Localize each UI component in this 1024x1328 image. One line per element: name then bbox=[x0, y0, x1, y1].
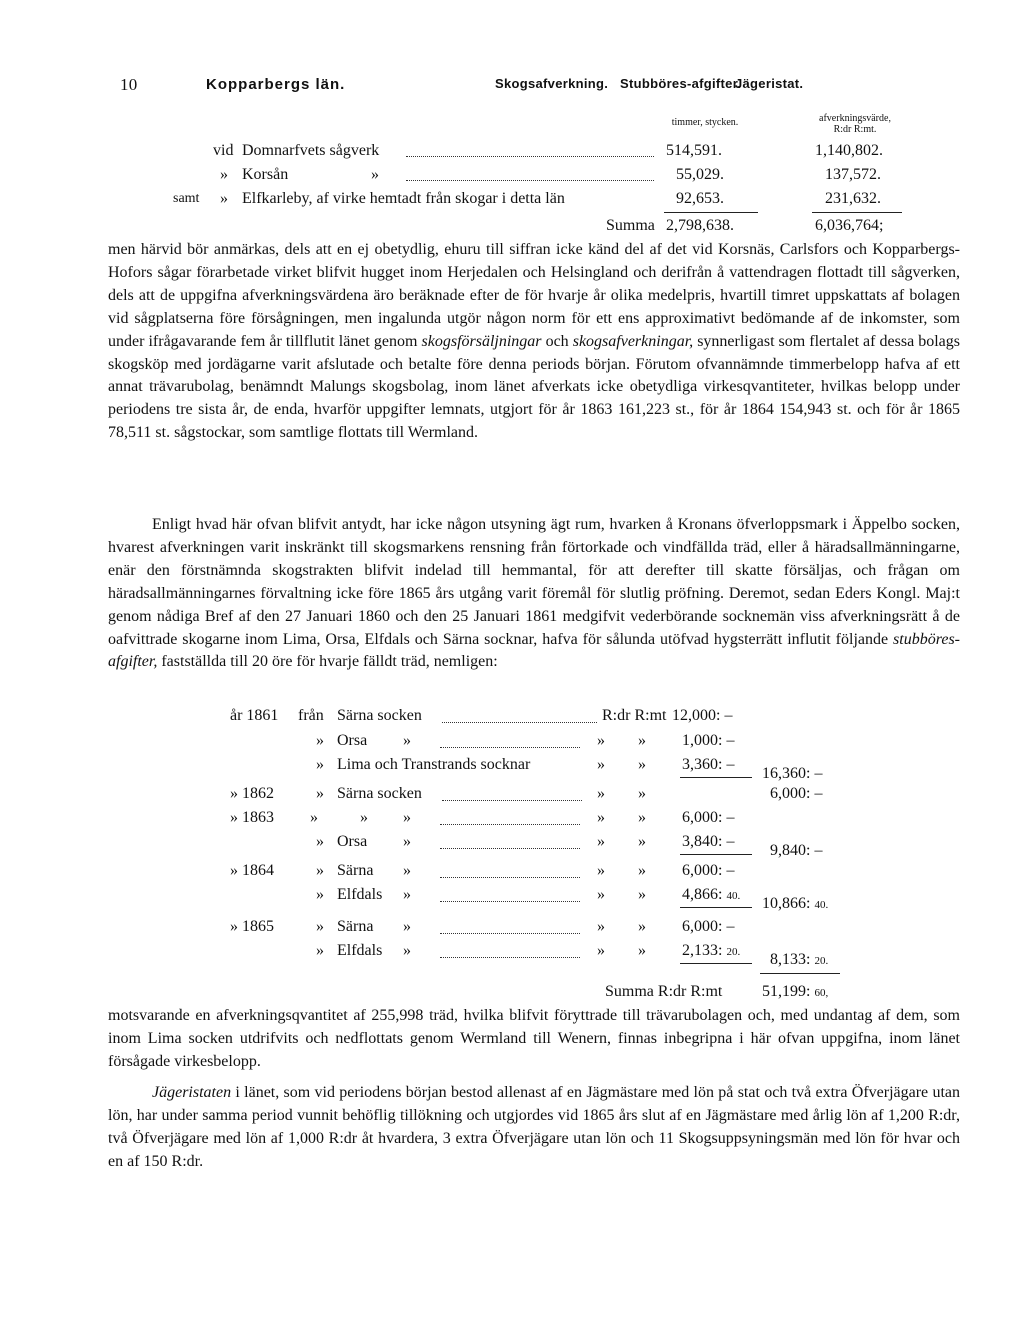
row1-timber: 514,591. bbox=[666, 142, 722, 159]
para4-italic-1: Jägeristaten bbox=[152, 1084, 232, 1101]
fee-r3-place: Lima och Transtrands socknar bbox=[337, 756, 531, 773]
fee-r10-amount-kr: 2,133: bbox=[682, 942, 723, 959]
para1-text-a: men härvid bör anmärkas, dels att en ej obetydlig, ehuru till siffran icke känd del af det vid Korsnäs, Carlsfors och Kopparbergs-Hofors sågar förarbetade virket blifvit hugget inom Herjedalen och Helsingland och derifrån å vattendragen flottadt till sågverken, dels att de uppgifna afverkningsvärdena äro beräknade efter de för hvarje år olika medelpris, hvartill timret uppskattats af bolagen vid sågplatserna före försågningen, men ingalunda utgör någon norm för ett ens approximativt bedömande af de inkomster, som under ifrågavarande fem år tillflutit länet genom bbox=[108, 241, 960, 350]
fee-r6-ditto: » bbox=[316, 833, 324, 850]
fee-r5-year: » 1863 bbox=[230, 809, 274, 826]
para2-text-b: fastställda till 20 öre för hvarje fälldt träd, nemligen: bbox=[157, 653, 498, 671]
fee-r10-ditto2: » bbox=[403, 942, 411, 959]
fee-r1-year: år 1861 bbox=[230, 707, 279, 724]
fee-r7-cur1: » bbox=[597, 862, 605, 879]
fee-r8-place: Elfdals bbox=[337, 886, 383, 903]
fee-r6-leader bbox=[440, 846, 580, 849]
fee-r8-subtotal bbox=[762, 894, 828, 915]
fee-r2-leader bbox=[440, 745, 580, 748]
fee-r10-ditto: » bbox=[316, 942, 324, 959]
fee-r4-ditto: » bbox=[316, 785, 324, 802]
fee-r3-ditto: » bbox=[316, 756, 324, 773]
fee-total bbox=[762, 982, 828, 1003]
fee-r8-subtotal-kr: 10,866: bbox=[762, 895, 811, 912]
para1-italic-2: skogsafverkningar, bbox=[572, 332, 694, 350]
fee-r9-ditto2: » bbox=[403, 918, 411, 935]
fee-total-kr: 51,199: bbox=[762, 983, 811, 1000]
fee-r6-cur2: » bbox=[638, 833, 646, 850]
fee-r2-amount: 1,000: – bbox=[682, 732, 735, 749]
fee-r7-year: » 1864 bbox=[230, 862, 274, 879]
fee-r9-ditto: » bbox=[316, 918, 324, 935]
row3-timber: 92,653. bbox=[676, 190, 724, 207]
sum-label: Summa bbox=[606, 217, 655, 234]
fee-r5-amount: 6,000: – bbox=[682, 809, 735, 826]
col-head-value-line2: R:dr R:mt. bbox=[833, 124, 877, 135]
fee-r4-year: » 1862 bbox=[230, 785, 274, 802]
paragraph-2 bbox=[108, 514, 960, 674]
para2-text-a: Enligt hvad här ofvan blifvit antydt, har icke någon utsyning ägt rum, hvarken å Kronans öfverloppsmark i Äppelbo socken, hvarest afverkningen varit inskränkt till skogsmarkens rensning från förtorkade och vindfällda träd, eller å häradsallmänningarne, enär den förstnämnda skogstrakten blifvit indelad till hemmantal, för att derefter till skatte försäljas, och frågan om häradsallmänningarnes förvaltning icke före 1865 års utgång varit föremål för slutlig pröfning. Deremot, sedan Eders Kongl. Maj:t genom nådiga Bref af den 27 Januari 1860 och den 25 Januari 1861 medgifvit vederbörande socknemän viss afverkningsrätt å de oafvittrade skogarne inom Lima, Orsa, Elfdals och Särna socknar, hafva för sålunda utöfvad hygsterrätt influtit följande bbox=[108, 516, 960, 648]
fee-r7-ditto: » bbox=[316, 862, 324, 879]
fee-r4-cur1: » bbox=[597, 785, 605, 802]
sum-timber: 2,798,638. bbox=[666, 217, 734, 234]
fee-r2-cur1: » bbox=[597, 732, 605, 749]
section-title-forest-staff: Jägeristat. bbox=[735, 76, 804, 91]
fee-r9-amount: 6,000: – bbox=[682, 918, 735, 935]
row3-name: Elfkarleby, af virke hemtadt från skogar i detta län bbox=[242, 190, 565, 207]
fee-r6-cur1: » bbox=[597, 833, 605, 850]
fee-r10-cur2: » bbox=[638, 942, 646, 959]
sum-value: 6,036,764; bbox=[815, 217, 884, 234]
sum-rule-value bbox=[812, 212, 902, 213]
fee-r7-cur2: » bbox=[638, 862, 646, 879]
fee-r3-cur1: » bbox=[597, 756, 605, 773]
row2-name: Korsån bbox=[242, 166, 289, 183]
fee-r6-subtotal: 9,840: – bbox=[770, 842, 823, 859]
fee-r8-cur2: » bbox=[638, 886, 646, 903]
row1-leader bbox=[406, 154, 654, 157]
fee-r5-cur1: » bbox=[597, 809, 605, 826]
fee-total-ore: 60, bbox=[814, 987, 829, 999]
fee-r3-subtotal: 16,360: – bbox=[762, 765, 823, 782]
fee-r4-place: Särna socken bbox=[337, 785, 422, 802]
fee-r9-leader bbox=[440, 931, 580, 934]
fee-r2-place: Orsa bbox=[337, 732, 368, 749]
fee-r4-cur2: » bbox=[638, 785, 646, 802]
fee-r4-leader bbox=[442, 798, 582, 801]
fee-r8-ditto2: » bbox=[403, 886, 411, 903]
fee-total-label: Summa R:dr R:mt bbox=[605, 983, 723, 1000]
fee-r10-subtotal-ore: 20. bbox=[814, 955, 829, 967]
row2-ditto: » bbox=[371, 166, 379, 183]
row1-value: 1,140,802. bbox=[815, 142, 883, 159]
fee-r5-ditto: » bbox=[310, 809, 318, 826]
row3-marker: » bbox=[220, 190, 228, 207]
fee-r3-rule bbox=[680, 777, 752, 778]
fee-r5-place: » bbox=[360, 809, 368, 826]
fee-r5-ditto2: » bbox=[403, 809, 411, 826]
fee-r8-leader bbox=[440, 899, 580, 902]
fee-r9-cur1: » bbox=[597, 918, 605, 935]
fee-r2-cur2: » bbox=[638, 732, 646, 749]
row1-name: Domnarfvets sågverk bbox=[242, 142, 380, 159]
fee-r2-ditto: » bbox=[316, 732, 324, 749]
fee-r8-subtotal-ore: 40. bbox=[814, 899, 829, 911]
para1-text-b: och bbox=[541, 332, 573, 350]
row3-prefix: samt bbox=[173, 191, 200, 206]
fee-r8-amount bbox=[682, 885, 740, 906]
fee-r1-leader bbox=[442, 720, 597, 723]
fee-r1-from: från bbox=[298, 707, 324, 724]
paragraph-4 bbox=[108, 1082, 960, 1174]
section-title-stump-fees: Stubböres-afgifter. bbox=[620, 76, 742, 91]
fee-r9-place: Särna bbox=[337, 918, 374, 935]
fee-r7-leader bbox=[440, 875, 580, 878]
paragraph-1 bbox=[108, 239, 960, 445]
fee-r10-subtotal bbox=[770, 950, 828, 971]
row2-value: 137,572. bbox=[825, 166, 881, 183]
row2-marker: » bbox=[220, 166, 228, 183]
paragraph-3: motsvarande en afverkningsqvantitet af 255,998 träd, hvilka blifvit föryttrade till trävarubolagen och, med undantag af dem, som inom Lima socken utdrifvits och nedflottats genom Wermland till Wenern, finnas inbegripna i här ofvan uppgifna, inom länet försågade virkesbelopp. bbox=[108, 1007, 960, 1070]
para1-text-c: synnerligast som flertalet af dessa bolags skogsköp med jordägarne varit afslutade och betalte före denna periods början. Förutom ofvannämnde timmerbelopp hafva af ett annat trävarubolag, benämndt Malungs skogsbolag, inom länet afverkats icke obetydliga virkesqvantiteter, hvilkas belopp under periodens tre sista år, de enda, hvarför uppgifter lemnats, utgjort för år 1863 161,223 st., för år 1864 154,943 st. och för år 1865 78,511 st. sågstockar, som samtlige flottats till Wermland. bbox=[108, 332, 961, 442]
fee-r2-ditto2: » bbox=[403, 732, 411, 749]
fee-r1-amount: 12,000: – bbox=[672, 707, 733, 724]
section-title-forestry: Skogsafverkning. bbox=[495, 76, 609, 91]
fee-r9-cur2: » bbox=[638, 918, 646, 935]
fee-r10-leader bbox=[440, 955, 580, 958]
fee-r3-cur2: » bbox=[638, 756, 646, 773]
fee-r6-place: Orsa bbox=[337, 833, 368, 850]
fee-r6-amount: 3,840: – bbox=[682, 833, 735, 850]
fee-r10-subtotal-kr: 8,133: bbox=[770, 951, 811, 968]
fee-r10-rule bbox=[680, 963, 752, 964]
fee-r8-ditto: » bbox=[316, 886, 324, 903]
row2-leader bbox=[406, 178, 654, 181]
fee-r1-currency: R:dr R:mt bbox=[602, 707, 667, 724]
fee-r5-cur2: » bbox=[638, 809, 646, 826]
row2-timber: 55,029. bbox=[676, 166, 724, 183]
para1-italic-1: skogsförsäljningar bbox=[421, 332, 542, 350]
col-head-value-line1: afverkningsvärde, bbox=[819, 113, 891, 124]
fee-r3-amount: 3,360: – bbox=[682, 756, 735, 773]
fee-r8-amount-kr: 4,866: bbox=[682, 886, 723, 903]
sum-rule-timber bbox=[664, 212, 758, 213]
fee-r6-rule bbox=[680, 854, 752, 855]
fee-r10-place: Elfdals bbox=[337, 942, 383, 959]
fee-r7-ditto2: » bbox=[403, 862, 411, 879]
col-head-timber: timmer, stycken. bbox=[671, 117, 739, 128]
fee-r10-amount-ore: 20. bbox=[726, 946, 741, 958]
row1-marker: vid bbox=[213, 142, 234, 159]
fee-r9-year: » 1865 bbox=[230, 918, 274, 935]
fee-r10-amount bbox=[682, 941, 740, 962]
fee-r7-place: Särna bbox=[337, 862, 374, 879]
fee-r5-leader bbox=[440, 822, 580, 825]
fee-r7-amount: 6,000: – bbox=[682, 862, 735, 879]
fee-r8-cur1: » bbox=[597, 886, 605, 903]
fee-r6-ditto2: » bbox=[403, 833, 411, 850]
page-number: 10 bbox=[120, 75, 138, 94]
county-title: Kopparbergs län. bbox=[206, 76, 346, 93]
fee-r10-cur1: » bbox=[597, 942, 605, 959]
fee-r8-amount-ore: 40. bbox=[726, 890, 741, 902]
fee-r1-place: Särna socken bbox=[337, 707, 422, 724]
para2-italic-1: stubböres-afgifter, bbox=[108, 630, 960, 671]
fee-total-rule bbox=[760, 973, 840, 974]
para4-text-a: i länet, som vid periodens början bestod allenast af en Jägmästare med lön på stat och två extra Öfverjägare utan lön, har under samma period vunnit behöflig tillökning och utgjordes vid 1865 års slut af en Jägmästare med årlig lön af 1,200 R:dr, två Öfverjägare med lön af 1,000 R:dr åt hvardera, 3 extra Öfverjägare utan lön och 11 Skogsuppsyningsmän med lön för hvar och en af 150 R:dr. bbox=[108, 1084, 960, 1170]
fee-r8-rule bbox=[680, 907, 752, 908]
row3-value: 231,632. bbox=[825, 190, 881, 207]
fee-r4-subtotal: 6,000: – bbox=[770, 785, 823, 802]
col-head-value bbox=[800, 113, 910, 135]
